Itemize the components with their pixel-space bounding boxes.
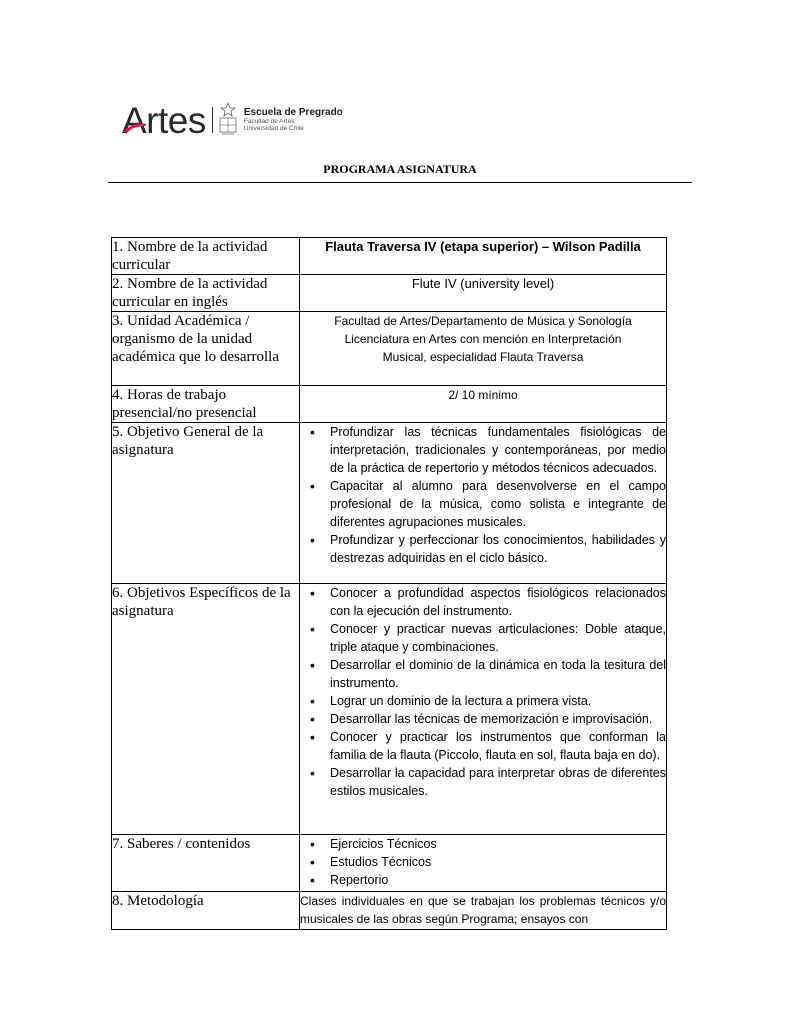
list-item: • Lograr un dominio de la lectura a primera vista. [300,692,666,710]
table-row [112,386,667,423]
logo-accent-swoosh-icon [124,122,146,134]
table-row [112,275,667,312]
list-item: • Desarrollar el dominio de la dinámica en toda la tesitura del instrumento. [300,656,666,692]
logo-faculty-name: Facultad de Artes [243,117,295,125]
title-divider [108,182,692,183]
header-logo [122,98,343,142]
table-row [112,584,667,835]
logo-divider [212,107,213,133]
list-item: • Conocer y practicar los instrumentos que conforman la familia de la flauta (Piccolo, flauta en sol, flauta baja en do). [300,728,666,764]
row-label: 2. Nombre de la actividad curricular en inglés [112,275,300,312]
list-item: • Ejercicios Técnicos [300,835,666,853]
table-row [112,238,667,275]
row-label: 4. Horas de trabajo presencial/no presencial [112,386,300,423]
work-hours-value: 2/ 10 mínimo [300,386,667,423]
list-item: • Capacitar al alumno para desenvolverse en el campo profesional de la música, como solista e integrante de diferentes agrupaciones musicales. [300,477,666,531]
list-item: • Desarrollar la capacidad para interpretar obras de diferentes estilos musicales. [300,764,666,800]
logo-wordmark: Artes [122,99,206,141]
row-label: 7. Saberes / contenidos [112,835,300,892]
list-item: • Profundizar y perfeccionar los conocimientos, habilidades y destrezas adquiridas en el ciclo básico. [300,531,666,567]
logo-university-name: Universidad de Chile [243,125,304,132]
logo-school-name: Escuela de Pregrado [243,106,343,118]
program-table [111,237,667,930]
row-label: 8. Metodología [112,892,300,930]
row-label: 6. Objetivos Específicos de la asignatura [112,584,300,835]
academic-unit-value [300,312,667,386]
academic-unit-line: Facultad de Artes/Departamento de Música y Sonología [334,314,632,328]
table-row [112,312,667,386]
table-row [112,835,667,892]
table-row [112,892,667,930]
table-row [112,423,667,584]
list-item: • Conocer y practicar nuevas articulaciones: Doble ataque, triple ataque y combinaciones. [300,620,666,656]
list-item: • Repertorio [300,871,666,889]
general-objective-value [300,423,667,584]
list-item: • Desarrollar las técnicas de memorización e improvisación. [300,710,666,728]
course-name-english-value: Flute IV (university level) [300,275,667,312]
list-item: • Profundizar las técnicas fundamentales fisiológicas de interpretación, tradicionales y contemporáneas, por medio de la práctica de repertorio y métodos técnicos adecuados. [300,423,666,477]
list-item: • Estudios Técnicos [300,853,666,871]
row-label: 5. Objetivo General de la asignatura [112,423,300,584]
methodology-value [300,892,667,930]
row-label: 3. Unidad Académica / organismo de la unidad académica que lo desarrolla [112,312,300,386]
page-title: PROGRAMA ASIGNATURA [323,162,477,176]
contents-value [300,835,667,892]
specific-objectives-list [300,584,666,800]
list-item: • Conocer a profundidad aspectos fisiológicos relacionados con la ejecución del instrumento. [300,584,666,620]
logo-text-block [244,108,343,133]
academic-unit-line: Musical, especialidad Flauta Traversa [382,350,584,364]
general-objective-list [300,423,666,567]
academic-unit-line: Licenciatura en Artes con mención en Interpretación [344,332,622,346]
course-name-value: Flauta Traversa IV (etapa superior) – Wilson Padilla [300,238,667,275]
specific-objectives-value [300,584,667,835]
row-label: 1. Nombre de la actividad curricular [112,238,300,275]
university-seal-icon [218,102,238,138]
contents-list [300,835,666,889]
methodology-text: Clases individuales en que se trabajan los problemas técnicos y/o musicales de las obras según Programa; ensayos con [300,894,666,926]
